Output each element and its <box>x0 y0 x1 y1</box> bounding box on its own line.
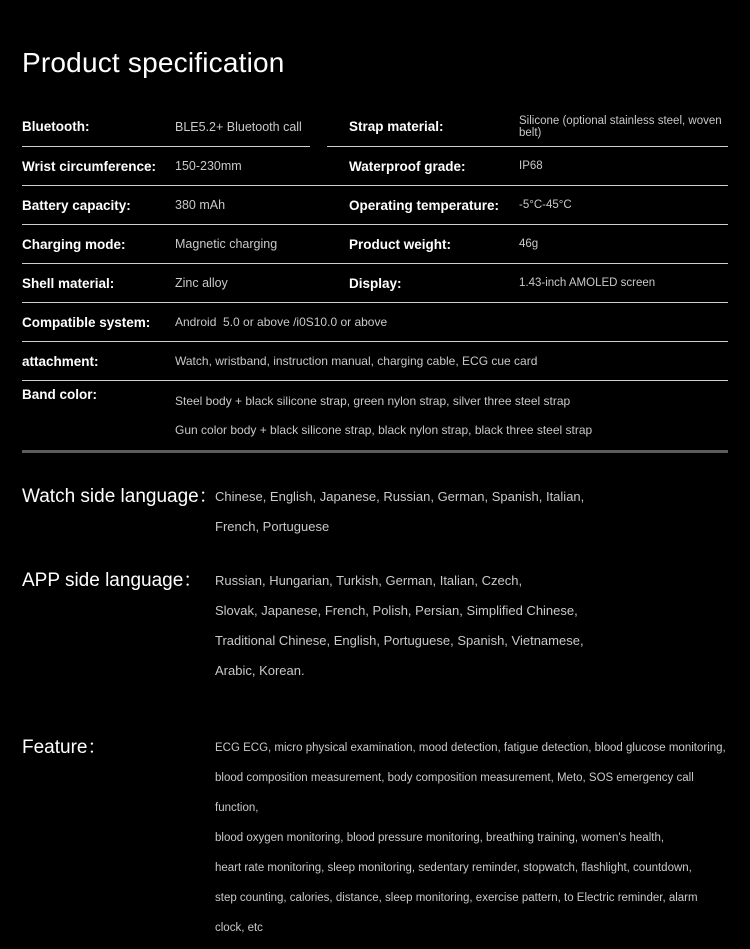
spec-cell-display <box>327 264 728 302</box>
spec-value-wrist-circumference: 150-230mm <box>175 159 242 173</box>
spec-row-shell-display <box>22 264 728 303</box>
feature-label: Feature： <box>22 737 107 758</box>
spec-row-bluetooth-strap <box>22 108 728 147</box>
spec-value-charging-mode: Magnetic charging <box>175 237 278 251</box>
band-color-line-2: Gun color body + black silicone strap, black nylon strap, black three steel strap <box>175 423 593 437</box>
spec-row-charging-weight <box>22 225 728 264</box>
spec-cell-charging-mode <box>22 225 310 263</box>
spec-value-product-weight: 46g <box>519 238 539 250</box>
app-language-line-2: Slovak, Japanese, French, Polish, Persian, Simplified Chinese, <box>215 603 578 618</box>
spec-value-shell-material: Zinc alloy <box>175 276 228 290</box>
spec-value-compatible-system: Android 5.0 or above /i0S10.0 or above <box>175 315 388 329</box>
spec-value-battery-capacity: 380 mAh <box>175 198 226 212</box>
watch-side-language-values <box>215 482 728 542</box>
app-language-line-3: Traditional Chinese, English, Portuguese, Spanish, Vietnamese, <box>215 633 584 648</box>
spec-value-strap-material: Silicone (optional stainless steel, woven belt) <box>519 114 725 139</box>
section-app-side-language <box>22 566 728 686</box>
spec-label-waterproof-grade: Waterproof grade: <box>349 158 466 174</box>
feature-line-1: ECG ECG, micro physical examination, mood detection, fatigue detection, blood glucose monitoring, <box>215 742 726 754</box>
feature-values <box>215 733 728 943</box>
feature-line-3: blood oxygen monitoring, blood pressure monitoring, breathing training, women's health, <box>215 832 665 844</box>
spec-label-bluetooth: Bluetooth: <box>22 119 90 134</box>
spec-label-wrist-circumference: Wrist circumference: <box>22 158 157 174</box>
spec-label-shell-material: Shell material: <box>22 275 115 291</box>
feature-line-5: step counting, calories, distance, sleep monitoring, exercise pattern, to Electric reminder, alarm clock, etc <box>215 892 701 934</box>
page-title: Product specification <box>22 47 285 78</box>
spec-value-waterproof-grade: IP68 <box>519 160 543 172</box>
spec-row-wrist-waterproof <box>22 147 728 186</box>
spec-row-battery-temperature <box>22 186 728 225</box>
watch-language-line-1: Chinese, English, Japanese, Russian, German, Spanish, Italian, <box>215 489 585 504</box>
spec-row-compatible-system <box>22 303 728 342</box>
spec-value-band-color <box>175 387 592 445</box>
spec-value-bluetooth: BLE5.2+ Bluetooth call <box>175 119 302 134</box>
section-watch-side-language <box>22 482 728 542</box>
app-side-language-values <box>215 566 728 686</box>
spec-label-compatible-system: Compatible system: <box>22 314 151 330</box>
spec-label-attachment: attachment: <box>22 353 99 369</box>
spec-value-attachment: Watch, wristband, instruction manual, charging cable, ECG cue card <box>175 354 538 368</box>
spec-value-display: 1.43-inch AMOLED screen <box>519 277 656 289</box>
spec-cell-bluetooth <box>22 108 310 147</box>
spec-label-product-weight: Product weight: <box>349 236 451 252</box>
watch-side-language-label: Watch side language： <box>22 486 218 507</box>
feature-line-4: heart rate monitoring, sleep monitoring, sedentary reminder, stopwatch, flashlight, countdown, <box>215 862 692 874</box>
spec-cell-waterproof-grade <box>327 147 728 185</box>
spec-label-operating-temperature: Operating temperature: <box>349 197 500 213</box>
spec-label-battery-capacity: Battery capacity: <box>22 197 131 213</box>
spec-cell-shell-material <box>22 264 310 302</box>
band-color-line-1: Steel body + black silicone strap, green nylon strap, silver three steel strap <box>175 394 571 408</box>
product-spec-page <box>22 0 728 943</box>
spec-table <box>22 108 728 453</box>
spec-cell-strap-material <box>327 108 728 147</box>
spec-row-band-color <box>22 381 728 453</box>
spec-cell-product-weight <box>327 225 728 263</box>
app-language-line-4: Arabic, Korean. <box>215 663 305 678</box>
app-side-language-label: APP side language： <box>22 570 203 591</box>
watch-language-line-2: French, Portuguese <box>215 519 330 534</box>
spec-label-strap-material: Strap material: <box>349 119 444 134</box>
app-language-line-1: Russian, Hungarian, Turkish, German, Italian, Czech, <box>215 573 523 588</box>
spec-value-operating-temperature: -5°C-45°C <box>519 199 572 211</box>
spec-cell-battery-capacity <box>22 186 310 224</box>
spec-cell-operating-temperature <box>327 186 728 224</box>
section-feature <box>22 733 728 943</box>
feature-line-2: blood composition measurement, body composition measurement, Meto, SOS emergency call function, <box>215 772 697 814</box>
spec-cell-wrist-circumference <box>22 147 310 185</box>
spec-label-band-color: Band color: <box>22 387 98 402</box>
spec-label-display: Display: <box>349 275 402 291</box>
spec-row-attachment <box>22 342 728 381</box>
spec-label-charging-mode: Charging mode: <box>22 236 126 252</box>
